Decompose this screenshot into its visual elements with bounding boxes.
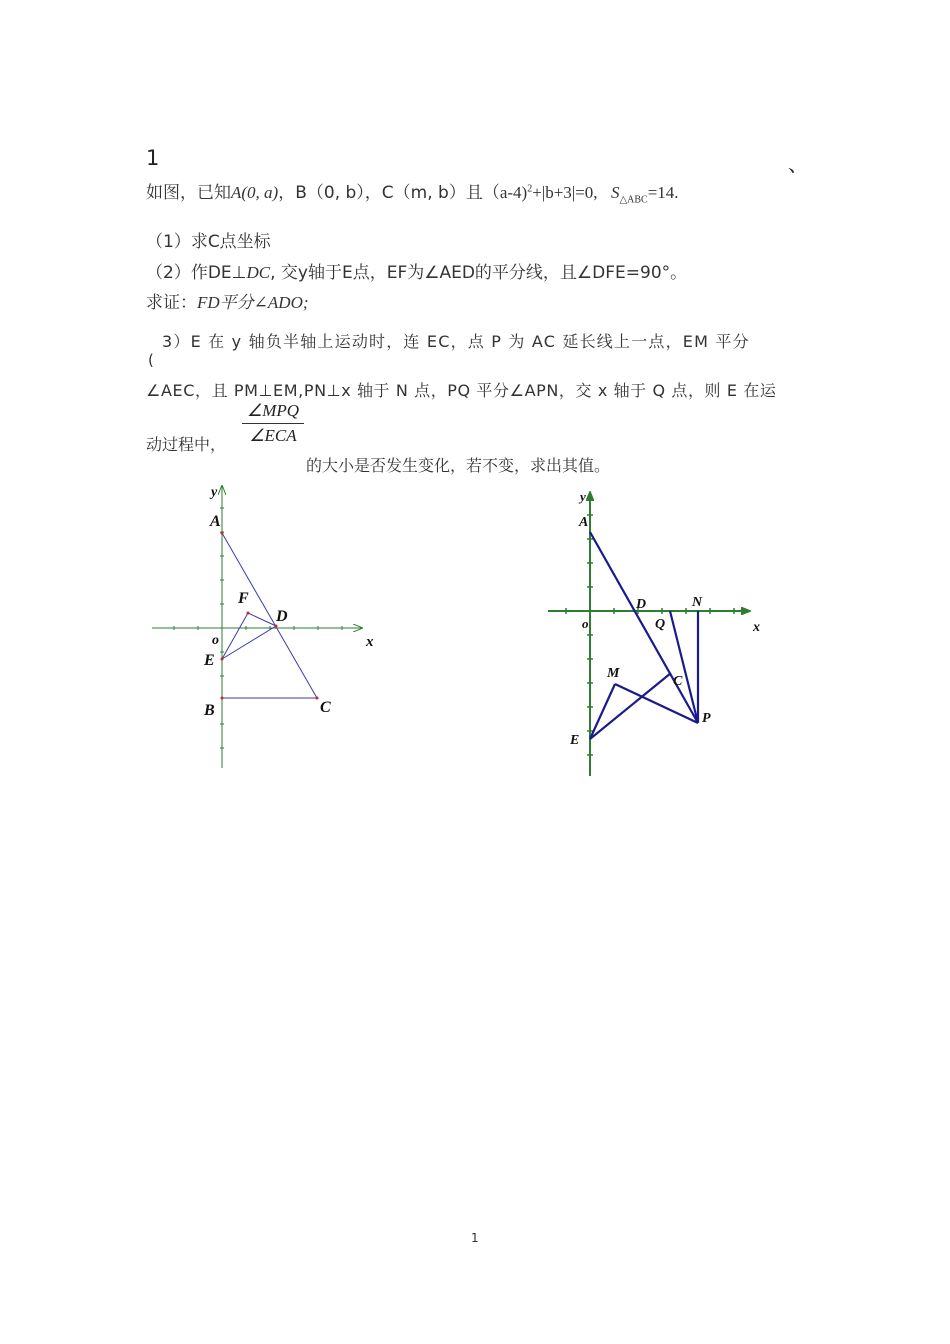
figure-2	[540, 486, 780, 781]
fig1-label-o: o	[212, 633, 219, 648]
fig1-lines	[222, 533, 317, 698]
prove-line	[146, 288, 309, 313]
fraction-denominator: ∠ECA	[249, 426, 297, 445]
fig2-label-M: M	[607, 666, 620, 681]
intro-prefix: 如图，已知	[146, 183, 231, 203]
q3-line1: 3）E 在 y 轴负半轴上运动时，连 EC，点 P 为 AC 延长线上一点，EM 平分	[162, 332, 750, 351]
segment-QP	[670, 611, 698, 723]
fig2-label-A: A	[579, 515, 589, 530]
fig2-label-N: N	[692, 595, 703, 610]
fig1-label-x: x	[366, 634, 374, 650]
question-1: （1）求C点坐标	[146, 232, 271, 252]
fig1-label-C: C	[320, 699, 331, 716]
corner-mark: 、	[788, 152, 808, 176]
q2-prefix: （2）作DE⊥	[146, 263, 247, 283]
fraction-bar	[242, 423, 304, 424]
segment-ED	[222, 626, 276, 659]
q3-line3: 动过程中，	[146, 435, 227, 454]
fraction	[242, 401, 304, 446]
segment-AC	[222, 533, 317, 698]
q3-line2: ∠AEC，且 PM⊥EM,PN⊥x 轴于 N 点，PQ 平分∠APN，交 x 轴于 Q 点，则 E 在运	[146, 381, 777, 400]
page-number: 1	[471, 1231, 479, 1245]
fig2-label-x: x	[753, 620, 760, 635]
intro-line	[146, 178, 679, 205]
q2-rest: , 交y轴于E点，EF为∠AED的平分线，且∠DFE=90°。	[270, 263, 688, 283]
fig1-label-F: F	[238, 590, 249, 607]
segment-EC	[590, 673, 671, 739]
intro-b-c: ，B（0, b），C（m, b）且	[278, 183, 483, 203]
q3-line4: 的大小是否发生变化，若不变，求出其值。	[306, 458, 611, 475]
figure-1	[140, 478, 400, 778]
fig2-label-D: D	[636, 597, 647, 612]
eq-part3: =14.	[647, 183, 679, 202]
q3-paren: (	[148, 351, 154, 369]
segment-MP	[615, 684, 698, 723]
fig1-label-E: E	[204, 652, 215, 669]
segment-EM	[590, 684, 615, 739]
fraction-numerator: ∠MPQ	[246, 401, 300, 420]
fig2-label-C: C	[673, 674, 683, 689]
fig2-label-P: P	[702, 711, 711, 726]
area-subscript: △ABC	[619, 194, 648, 206]
eq-square: 2	[527, 183, 533, 195]
fig2-label-y: y	[580, 489, 586, 504]
segment-EF	[222, 613, 248, 659]
fig2-label-o: o	[582, 616, 589, 631]
prove-body: FD平分∠ADO;	[197, 293, 309, 312]
problem-number: 1	[146, 146, 160, 170]
q2-dc: DC	[246, 263, 271, 282]
fig2-lines	[590, 532, 698, 739]
prove-prefix: 求证：	[146, 293, 197, 313]
fig2-label-Q: Q	[655, 617, 666, 632]
eq-part1: （a-4)	[482, 183, 528, 202]
question-2	[146, 258, 687, 283]
fig1-label-B: B	[204, 702, 215, 719]
point-a: A(0, a)	[231, 183, 279, 202]
fig2-label-E: E	[570, 733, 580, 748]
eq-part2: +|b+3|=0,	[532, 183, 598, 202]
fig1-label-D: D	[276, 608, 288, 625]
fig1-label-A: A	[210, 513, 221, 530]
area-symbol: S	[610, 183, 620, 202]
fig1-label-y: y	[211, 485, 218, 500]
